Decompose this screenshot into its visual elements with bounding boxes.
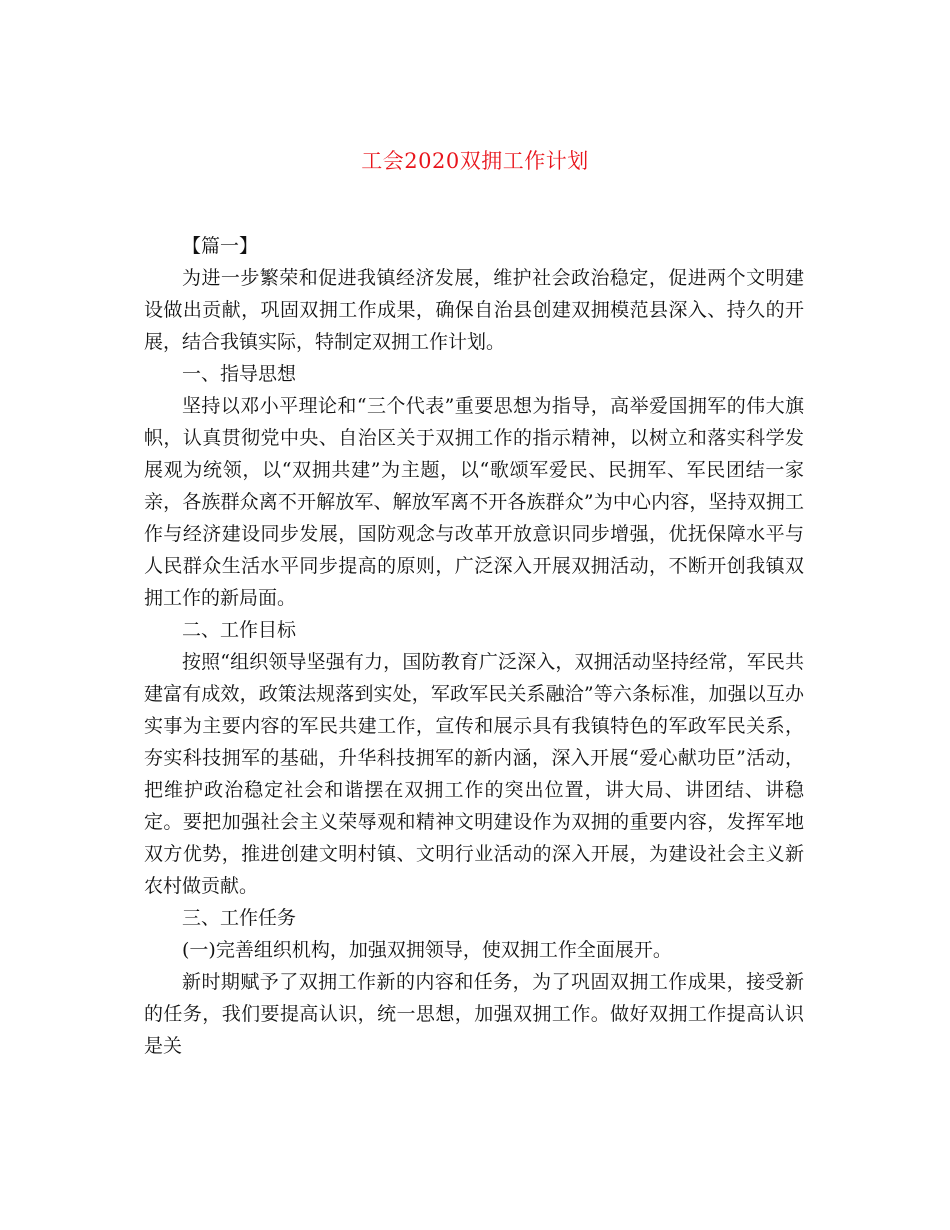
section-heading: 一、指导思想 bbox=[182, 363, 297, 385]
body-paragraph: 坚持以邓小平理论和“三个代表”重要思想为指导，高举爱国拥军的伟大旗帜，认真贯彻党中央、自治区关于双拥工作的指示精神，以树立和落实科学发展观为统领，以“双拥共建”为主题，以“歌颂军爱民、民拥军、军民团结一家亲，各族群众离不开解放军、解放军离不开各族群众”为中心内容，坚持双拥工作与经济建设同步发展，国防观念与改革开放意识同步增强，优抚保障水平与人民群众生活水平同步提高的原则，广泛深入开展双拥活动，不断开创我镇双拥工作的新局面。 bbox=[144, 395, 804, 609]
document-body bbox=[144, 230, 804, 1062]
body-paragraph: 按照“组织领导坚强有力，国防教育广泛深入，双拥活动坚持经常，军民共建富有成效，政策法规落到实处，军政军民关系融洽”等六条标准，加强以互办实事为主要内容的军民共建工作，宣传和展示具有我镇特色的军政军民关系，夯实科技拥军的基础，升华科技拥军的新内涵，深入开展“爱心献功臣”活动，把维护政治稳定社会和谐摆在双拥工作的突出位置，讲大局、讲团结、讲稳定。要把加强社会主义荣辱观和精神文明建设作为双拥的重要内容，发挥军地双方优势，推进创建文明村镇、文明行业活动的深入开展，为建设社会主义新农村做贡献。 bbox=[144, 651, 804, 897]
section-marker: 【篇一】 bbox=[182, 235, 259, 257]
section-heading: 三、工作任务 bbox=[182, 907, 297, 929]
subsection-heading: (一)完善组织机构，加强双拥领导，使双拥工作全面展开。 bbox=[182, 939, 672, 961]
body-paragraph: 新时期赋予了双拥工作新的内容和任务，为了巩固双拥工作成果，接受新的任务，我们要提高认识，统一思想，加强双拥工作。做好双拥工作提高认识是关 bbox=[144, 971, 804, 1057]
section-heading: 二、工作目标 bbox=[182, 619, 297, 641]
intro-paragraph: 为进一步繁荣和促进我镇经济发展，维护社会政治稳定，促进两个文明建设做出贡献，巩固双拥工作成果，确保自治县创建双拥模范县深入、持久的开展，结合我镇实际，特制定双拥工作计划。 bbox=[144, 267, 804, 353]
document-title: 工会2020双拥工作计划 bbox=[361, 149, 589, 173]
